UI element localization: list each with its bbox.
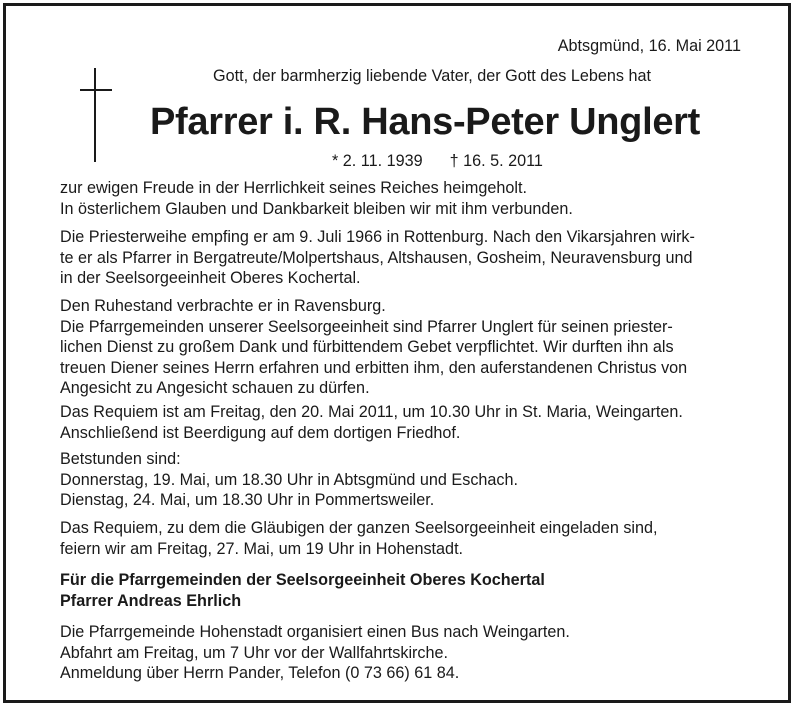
life-dates (332, 151, 543, 171)
text-line: Abfahrt am Freitag, um 7 Uhr vor der Wallfahrtskirche. (60, 643, 449, 662)
obituary-notice (3, 3, 791, 703)
text-line: Die Priesterweihe empfing er am 9. Juli 1966 in Rottenburg. Nach den Vikarsjahren wirk- (60, 228, 695, 246)
text-line: treuen Diener seines Herrn erfahren und erbitten ihm, den auferstandenen Christus von (60, 358, 688, 377)
bus-notice (60, 622, 741, 684)
text-line: Anmeldung über Herrn Pander, Telefon (0 73 66) 61 84. (60, 664, 460, 683)
text-line: Das Requiem ist am Freitag, den 20. Mai 2011, um 10.30 Uhr in St. Maria, Weingarten. (60, 403, 683, 421)
death-date: † 16. 5. 2011 (449, 152, 543, 170)
text-line: te er als Pfarrer in Bergatreute/Molpertshaus, Altshausen, Gosheim, Neuravensburg und (60, 248, 693, 267)
text-line: Angesicht zu Angesicht schauen zu dürfen. (60, 379, 370, 398)
text-line: Dienstag, 24. Mai, um 18.30 Uhr in Pommertsweiler. (60, 491, 435, 510)
text-line: zur ewigen Freude in der Herrlichkeit seines Reiches heimgeholt. (60, 179, 527, 197)
text-line: In österlichem Glauben und Dankbarkeit bleiben wir mit ihm verbunden. (60, 199, 573, 218)
text-line: Anschließend ist Beerdigung auf dem dortigen Friedhof. (60, 423, 461, 442)
signature-name: Pfarrer Andreas Ehrlich (60, 591, 242, 610)
text-line: Die Pfarrgemeinde Hohenstadt organisiert einen Bus nach Weingarten. (60, 623, 570, 641)
text-line: lichen Dienst zu großem Dank und fürbittendem Gebet verpflichtet. Wir durften ihn als (60, 338, 674, 357)
text-line: Die Pfarrgemeinden unserer Seelsorgeeinheit sind Pfarrer Unglert für seinen priester- (60, 317, 673, 336)
place-date: Abtsgmünd, 16. Mai 2011 (557, 37, 741, 55)
paragraph-1 (60, 178, 741, 219)
text-line: Donnerstag, 19. Mai, um 18.30 Uhr in Abtsgmünd und Eschach. (60, 470, 519, 489)
paragraph-5 (60, 449, 741, 511)
paragraph-3 (60, 296, 741, 399)
signature-block (60, 570, 741, 611)
paragraph-4 (60, 402, 741, 443)
text-line: feiern wir am Freitag, 27. Mai, um 19 Uhr in Hohenstadt. (60, 539, 464, 558)
birth-date: * 2. 11. 1939 (332, 152, 423, 170)
deceased-name: Pfarrer i. R. Hans-Peter Unglert (150, 101, 701, 143)
text-line: in der Seelsorgeeinheit Oberes Kochertal. (60, 269, 361, 288)
intro-line: Gott, der barmherzig liebende Vater, der Gott des Lebens hat (213, 67, 651, 85)
text-line: Betstunden sind: (60, 450, 181, 468)
paragraph-6 (60, 518, 741, 559)
signature-line: Für die Pfarrgemeinden der Seelsorgeeinheit Oberes Kochertal (60, 571, 545, 589)
latin-cross-icon-bar (80, 89, 112, 91)
text-line: Den Ruhestand verbrachte er in Ravensburg. (60, 297, 386, 315)
text-line: Das Requiem, zu dem die Gläubigen der ganzen Seelsorgeeinheit eingeladen sind, (60, 519, 658, 537)
paragraph-2 (60, 227, 741, 289)
